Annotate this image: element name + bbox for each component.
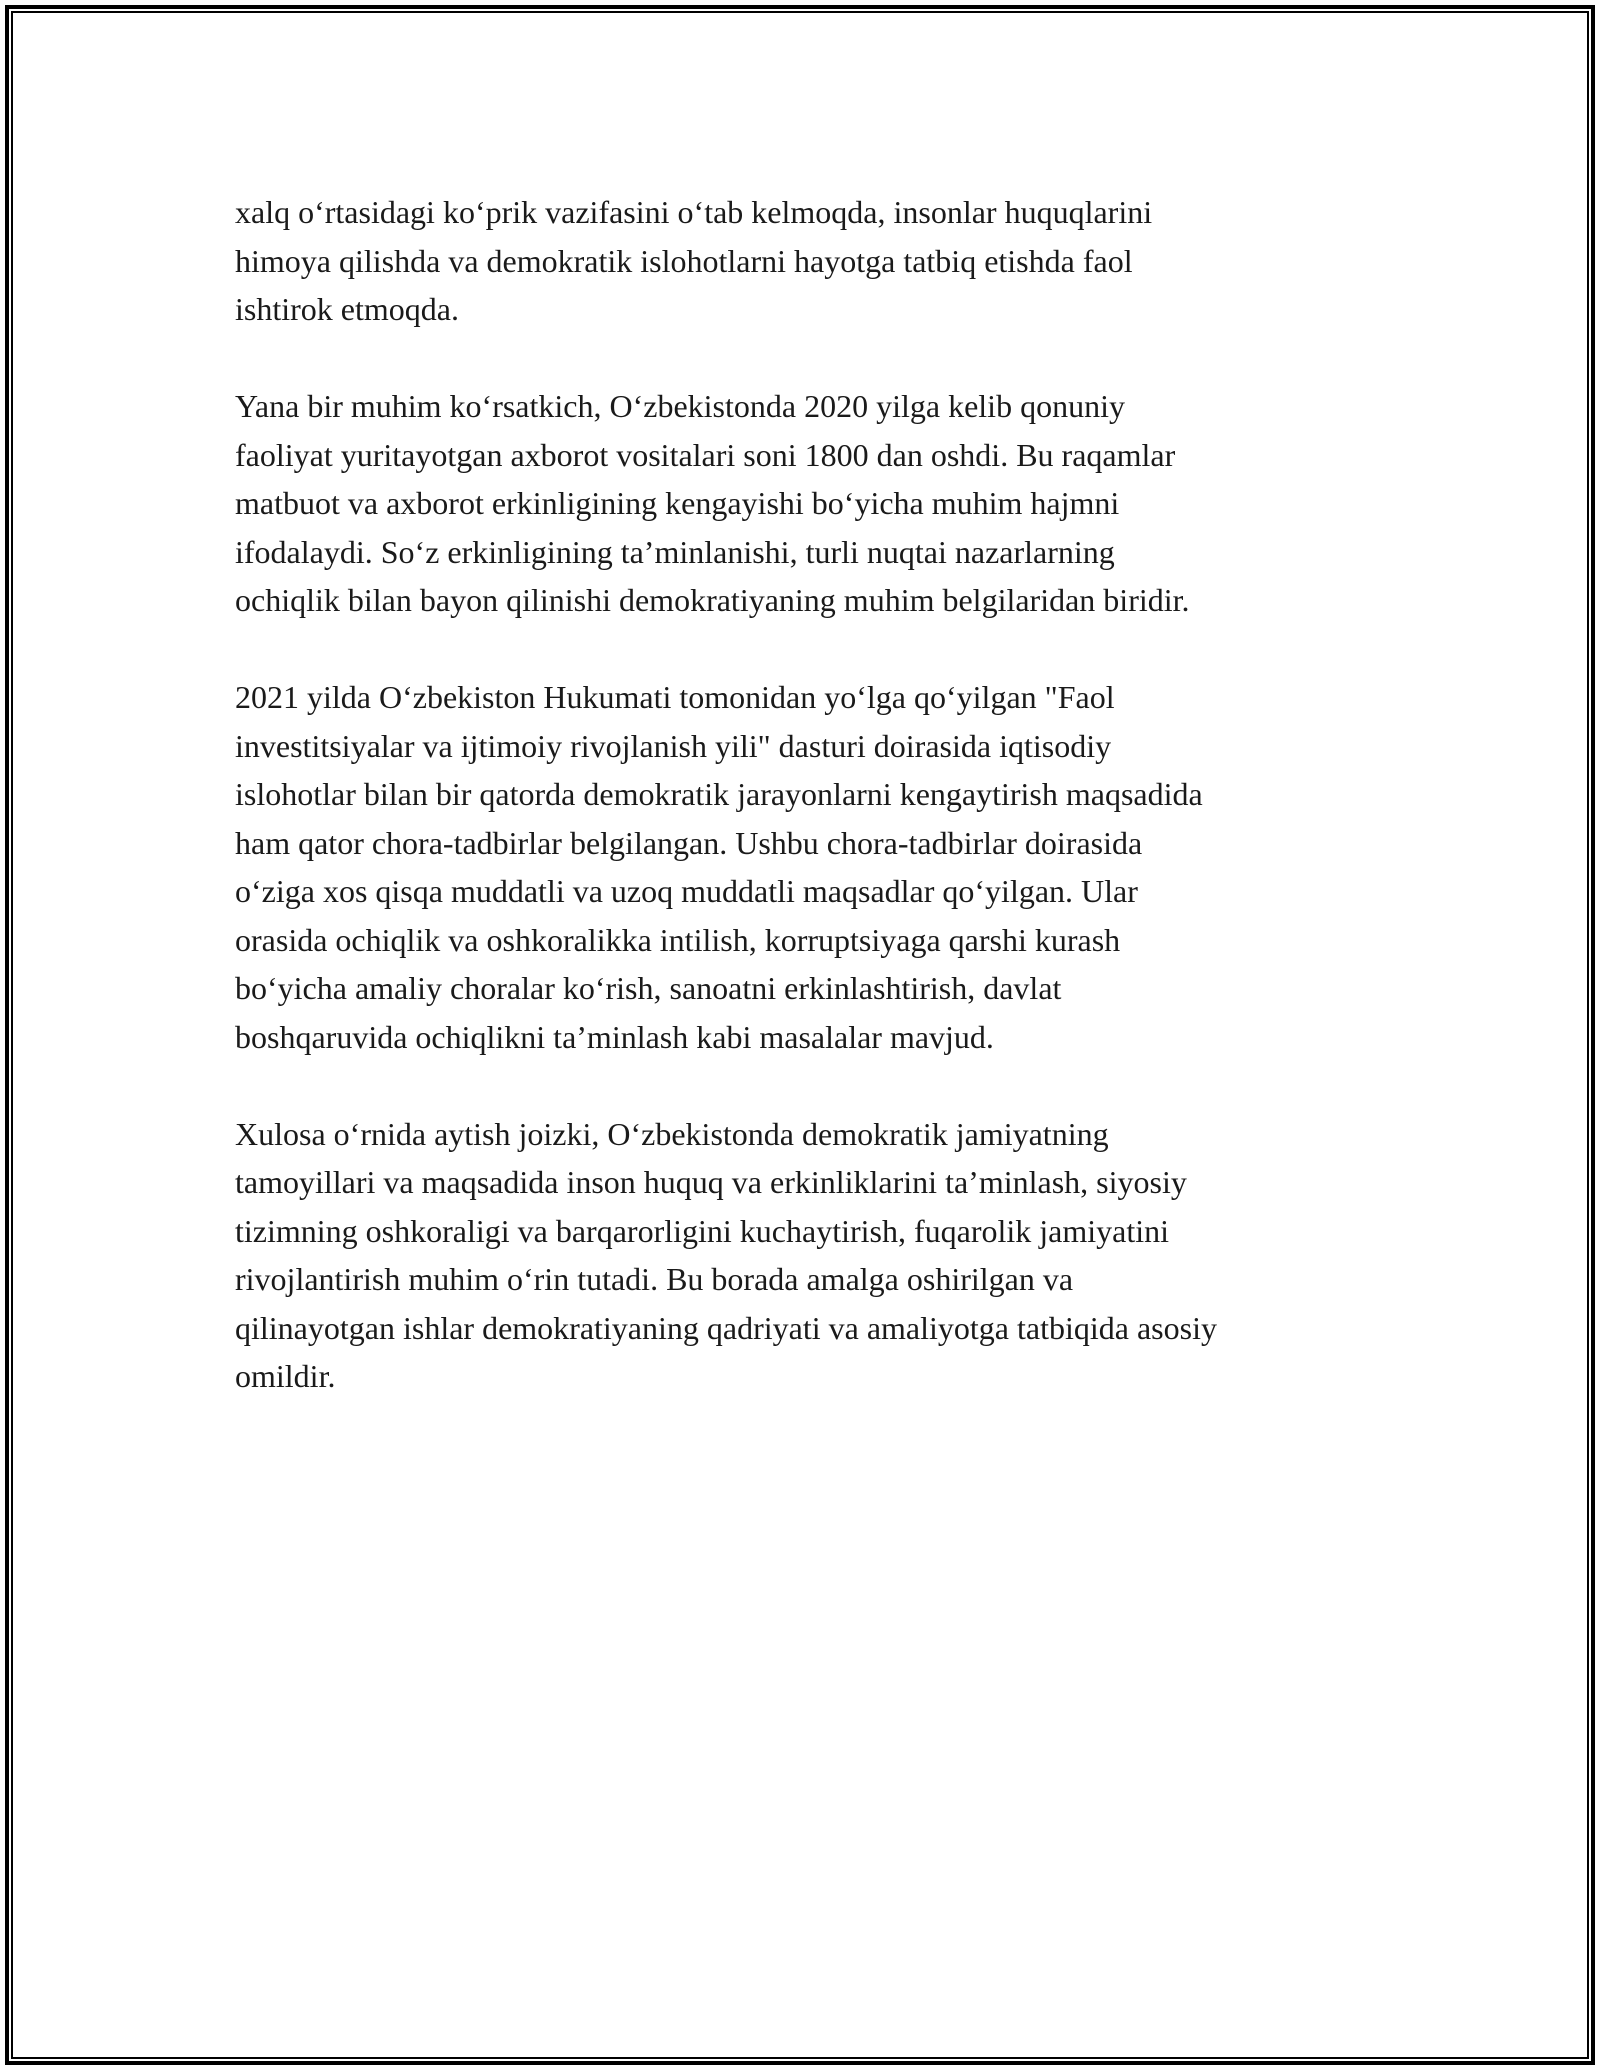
paragraph-3: 2021 yilda O‘zbekiston Hukumati tomonidan yo‘lga qo‘yilgan "Faol investitsiyalar va ijtimoiy rivojlanish yili" dasturi doirasida iqtisodiy islohotlar bilan bir qatorda demokratik jarayonlarni kengaytirish maqsadida ham qator chora-tadbirlar belgilangan. Ushbu chora-tadbirlar doirasida o‘ziga xos qisqa muddatli va uzoq muddatli maqsadlar qo‘yilgan. Ular orasida ochiqlik va oshkoralikka intilish, korruptsiyaga qarshi kurash bo‘yicha amaliy choralar ko‘rish, sanoatni erkinlashtirish, davlat boshqaruvida ochiqlikni ta’minlash kabi masalalar mavjud. (235, 679, 1203, 1055)
paragraph-1: xalq o‘rtasidagi ko‘prik vazifasini o‘tab kelmoqda, insonlar huquqlarini himoya qilishda va demokratik islohotlarni hayotga tatbiq etishda faol ishtirok etmoqda. (235, 194, 1153, 327)
paragraph-4: Xulosa o‘rnida aytish joizki, O‘zbekistonda demokratik jamiyatning tamoyillari va maqsadida inson huquq va erkinliklarini ta’minlash, siyosiy tizimning oshkoraligi va barqarorligini kuchaytirish, fuqarolik jamiyatini rivojlantirish muhim o‘rin tutadi. Bu borada amalga oshirilgan va qilinayotgan ishlar demokratiyaning qadriyati va amaliyotga tatbiqida asosiy omildir. (235, 1115, 1217, 1394)
paragraph-2: Yana bir muhim ko‘rsatkich, O‘zbekistonda 2020 yilga kelib qonuniy faoliyat yuritayotgan axborot vositalari soni 1800 dan oshdi. Bu raqamlar matbuot va axborot erkinligining kengayishi bo‘yicha muhim hajmni ifodalaydi. So‘z erkinligining ta’minlanishi, turli nuqtai nazarlarning ochiqlik bilan bayon qilinishi demokratiyaning muhim belgilaridan biridir. (235, 388, 1190, 618)
document-body (235, 188, 1395, 1449)
